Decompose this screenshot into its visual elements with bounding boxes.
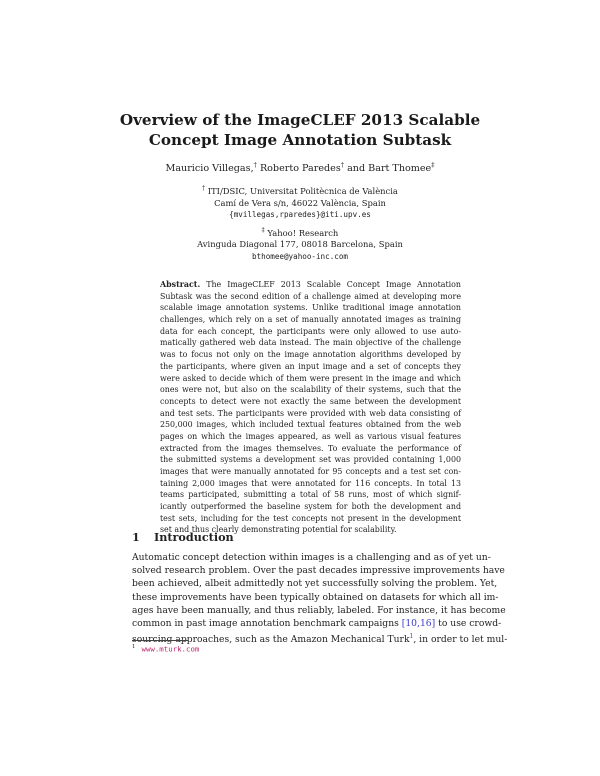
abstract-line: images that were manually annotated for 95 concepts and a test set con- <box>160 467 461 476</box>
author-1-mark: † <box>253 161 257 169</box>
section-number: 1 <box>132 530 140 544</box>
abstract-line: the submitted systems a development set was provided containing 1,000 <box>160 455 461 465</box>
abstract-line: ones were not, but also on the scalability of their systems, such that the <box>160 385 461 395</box>
footnote-rule <box>132 640 188 641</box>
footnote-ref[interactable]: 1 <box>409 633 414 641</box>
abstract-line: was to focus not only on the image annotation algorithms developed by <box>160 350 461 360</box>
abstract-line: challenges, which rely on a set of manually annotated images as training <box>160 315 461 325</box>
body-line: ages have been manually, and thus reliably, labeled. For instance, it has become <box>132 604 506 616</box>
affiliation-2-mark: ‡ <box>261 226 265 234</box>
abstract-line: matically gathered web data instead. The main objective of the challenge <box>160 338 461 348</box>
abstract-line: scalable image annotation systems. Unlike traditional image annotation <box>160 303 461 313</box>
affiliation-2-email: bthomee@yahoo-inc.com <box>251 252 348 262</box>
abstract-line: extracted from the images themselves. To evaluate the performance of <box>160 443 461 453</box>
affiliation-1-email: {mvillegas,rparedes}@iti.upv.es <box>229 210 371 220</box>
body-line: common in past image annotation benchmark campaigns [10,16] to use crowd- <box>132 617 502 629</box>
footnote-link[interactable]: www.mturk.com <box>141 644 200 654</box>
abstract-line: were asked to decide which of them were present in the image and which <box>160 373 461 383</box>
body-line: these improvements have been typically obtained on datasets for which all im- <box>132 591 499 603</box>
affiliation-2-name: Yahoo! Research <box>267 227 339 238</box>
abstract-line: Subtask was the second edition of a challenge aimed at developing more <box>160 291 461 301</box>
footnote <box>132 642 199 655</box>
body-line: been achieved, albeit admittedly not yet successfully solving the problem. Yet, <box>132 578 498 590</box>
author-3: Bart Thomee <box>368 163 432 175</box>
footnote-mark: 1 <box>132 644 136 650</box>
body-line: sourcing approaches, such as the Amazon Mechanical Turk$^1$, in order to let mul- <box>132 633 508 646</box>
abstract-line: taining 2,000 images that were annotated for 116 concepts. In total 13 <box>160 478 461 488</box>
abstract <box>160 279 461 536</box>
title-line-2: Concept Image Annotation Subtask <box>148 131 452 149</box>
author-list <box>100 159 500 175</box>
abstract-line: the participants, where given an input image and a set of concepts they <box>160 361 461 371</box>
abstract-line: set and thus clearly demonstrating potential for scalability. <box>160 525 397 535</box>
author-1: Mauricio Villegas, <box>165 163 254 175</box>
abstract-line: data for each concept, the participants were only allowed to use auto- <box>160 326 461 336</box>
abstract-line: Abstract. The ImageCLEF 2013 Scalable Concept Image Annotation <box>160 280 461 289</box>
title-line-1: Overview of the ImageCLEF 2013 Scalable <box>119 111 481 129</box>
body-line: solved research problem. Over the past decades impressive improvements have <box>132 565 505 577</box>
abstract-label: Abstract. <box>160 280 201 289</box>
author-3-mark: ‡ <box>431 161 435 169</box>
affiliation-1-address: Camí de Vera s/n, 46022 València, Spain <box>214 197 386 208</box>
author-2-mark: † <box>340 161 345 169</box>
affiliation-1-name-row <box>150 183 450 198</box>
affiliation-1-mark: † <box>202 185 206 192</box>
abstract-line: teams participated, submitting a total of 58 runs, most of which signif- <box>160 490 461 500</box>
author-separator: and <box>344 163 369 175</box>
citation-link[interactable]: [10,16] <box>401 617 436 629</box>
section-title: Introduction <box>154 530 234 544</box>
paper-title <box>100 110 500 150</box>
section-heading <box>132 530 234 544</box>
body-line: Automatic concept detection within images is a challenging and as of yet un- <box>132 552 491 563</box>
affiliation-2-address: Avinguda Diagonal 177, 08018 Barcelona, Spain <box>197 239 403 250</box>
abstract-line: pages on which the images appeared, as well as various visual features <box>160 431 461 441</box>
abstract-line: 250,000 images, which included textual features obtained from the web <box>160 420 461 430</box>
introduction-text <box>132 551 508 646</box>
affiliation-1-name: ITI/DSIC, Universitat Politècnica de València <box>207 185 398 196</box>
abstract-line: icantly outperformed the baseline system for both the development and <box>160 502 461 512</box>
abstract-line: concepts to detect were not exactly the same between the development <box>160 396 461 406</box>
affiliations <box>150 183 450 263</box>
abstract-line: and test sets. The participants were provided with web data consisting of <box>160 408 461 418</box>
affiliation-2-name-row <box>150 225 450 240</box>
abstract-line: test sets, including for the test concepts not present in the development <box>160 513 461 523</box>
author-2: Roberto Paredes <box>259 163 341 175</box>
